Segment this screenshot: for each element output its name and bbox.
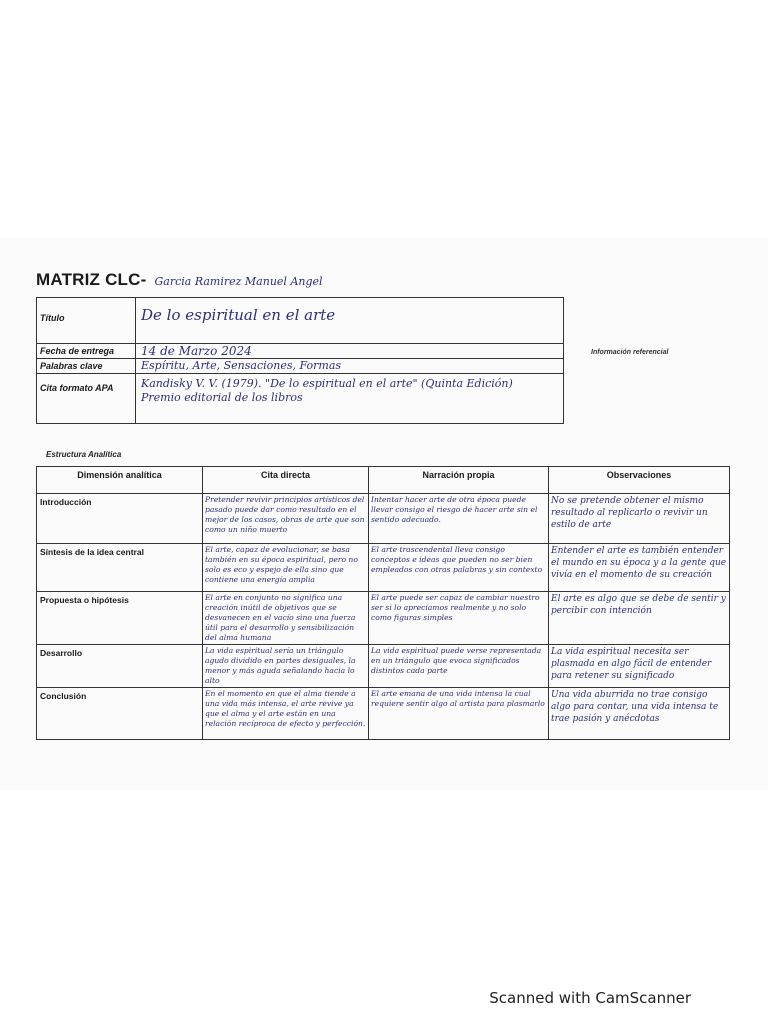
header-narracion: Narración propia <box>369 467 549 494</box>
dim-introduccion: Introducción <box>37 494 203 544</box>
table-row <box>37 544 730 592</box>
cita-label: Cita formato APA <box>37 374 136 424</box>
analysis-matrix <box>36 466 730 740</box>
cita-cell: La vida espiritual sería un triángulo agudo dividido en partes desiguales, la menor y más aguda señalando hacia lo alto <box>203 645 369 688</box>
cita-cell: El arte, capaz de evolucionar, se basa también en su época espiritual, pero no solo es eco y espejo de ella sino que contiene una energía amplia <box>203 544 369 592</box>
table-row <box>37 645 730 688</box>
info-table <box>36 297 564 424</box>
estructura-label: Estructura Analítica <box>46 450 122 459</box>
table-row <box>37 494 730 544</box>
dim-sintesis: Síntesis de la idea central <box>37 544 203 592</box>
observaciones-cell: El arte es algo que se debe de sentir y percibir con intención <box>549 592 730 645</box>
observaciones-cell: No se pretende obtener el mismo resultado al replicarlo o revivir un estilo de arte <box>549 494 730 544</box>
observaciones-cell: La vida espiritual necesita ser plasmada en algo fácil de entender para retener su significado <box>549 645 730 688</box>
fecha-value: 14 de Marzo 2024 <box>136 344 564 359</box>
narracion-cell: El arte puede ser capaz de cambiar nuestro ser si lo apreciamos realmente y no solo como figuras simples <box>369 592 549 645</box>
cita-cell: El arte en conjunto no significa una creación inútil de objetivos que se desvanecen en el vacío sino una fuerza útil para el desarrollo y sensibilización del alma humana <box>203 592 369 645</box>
fecha-label: Fecha de entrega <box>37 344 136 359</box>
table-row <box>37 688 730 740</box>
referencial-label: Información referencial <box>591 349 669 356</box>
title-dash: - <box>140 270 147 289</box>
narracion-cell: El arte trascendental lleva consigo conceptos e ideas que pueden no ser bien empleados con otras palabras y sin contexto <box>369 544 549 592</box>
cita-cell: En el momento en que el alma tiende a una vida más intensa, el arte revive ya que el alma y el arte están en una relación recíproca de efecto y perfección. <box>203 688 369 740</box>
observaciones-cell: Entender el arte es también entender el mundo en su época y a la gente que vivía en el momento de su creación <box>549 544 730 592</box>
page-header <box>36 270 323 290</box>
student-name: Garcia Ramirez Manuel Angel <box>154 275 323 288</box>
narracion-cell: Intentar hacer arte de otra época puede llevar consigo el riesgo de hacer arte sin el sentido adecuado. <box>369 494 549 544</box>
cita-cell: Pretender revivir principios artísticos del pasado puede dar como resultado en el mejor de los casos, obras de arte que son como un niño muerto <box>203 494 369 544</box>
header-dimension: Dimensión analítica <box>37 467 203 494</box>
page-title: MATRIZ CLC <box>36 270 141 289</box>
header-observaciones: Observaciones <box>549 467 730 494</box>
titulo-value: De lo espiritual en el arte <box>136 298 564 344</box>
dim-conclusion: Conclusión <box>37 688 203 740</box>
palabras-value: Espíritu, Arte, Sensaciones, Formas <box>136 359 564 374</box>
dim-propuesta: Propuesta o hipótesis <box>37 592 203 645</box>
header-cita: Cita directa <box>203 467 369 494</box>
palabras-label: Palabras clave <box>37 359 136 374</box>
narracion-cell: El arte emana de una vida intensa la cual requiere sentir algo al artista para plasmarlo <box>369 688 549 740</box>
cita-value <box>136 374 564 424</box>
narracion-cell: La vida espiritual puede verse representada en un triángulo que evoca significados distintos cada parte <box>369 645 549 688</box>
observaciones-cell: Una vida aburrida no trae consigo algo para contar, una vida intensa te trae pasión y anécdotas <box>549 688 730 740</box>
cita-line-1: Kandisky V. V. (1979). "De lo espiritual en el arte" (Quinta Edición) <box>141 377 513 390</box>
dim-desarrollo: Desarrollo <box>37 645 203 688</box>
camscanner-watermark: Scanned with CamScanner <box>489 989 691 1007</box>
cita-line-2: Premio editorial de los libros <box>141 391 303 404</box>
titulo-label: Título <box>37 298 136 344</box>
table-row <box>37 592 730 645</box>
